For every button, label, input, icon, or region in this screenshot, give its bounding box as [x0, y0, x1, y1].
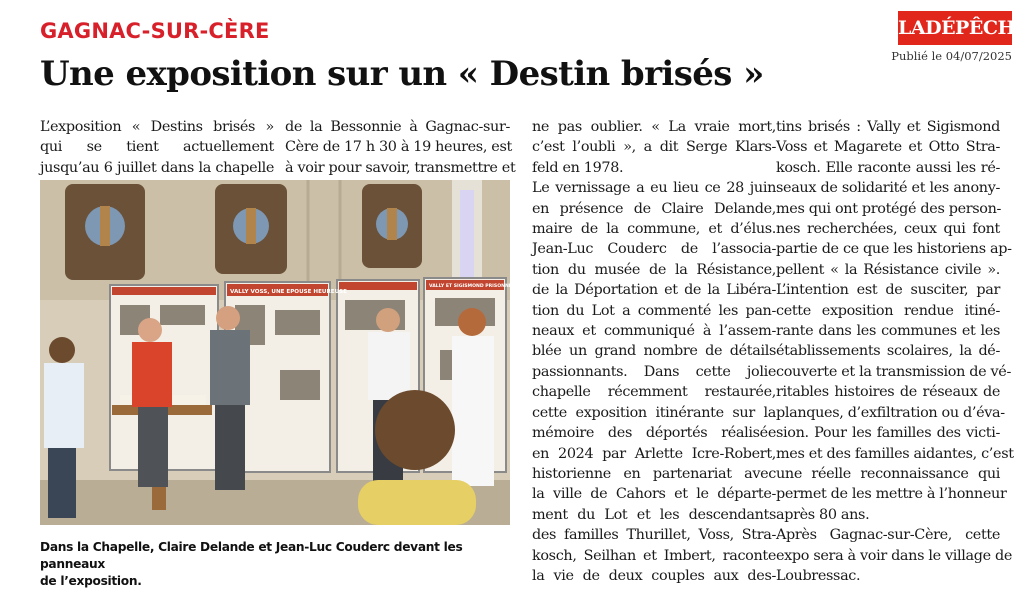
text-line: mémoire des déportés réalisée [532, 425, 776, 442]
text-line: nes recherchées, ceux qui font [776, 221, 1000, 238]
text-line: kosch, Seilhan et Imbert, raconte [532, 547, 776, 564]
text-line: à voir pour savoir, transmettre et [285, 159, 516, 176]
newspaper-logo[interactable]: LADÉPÊCHE [898, 11, 1012, 45]
text-line: passionnants. Dans cette jolie [532, 363, 776, 380]
text-line: Jean-Luc Couderc de l’associa- [532, 241, 776, 258]
text-line: la ville de Cahors et le départe- [532, 486, 776, 503]
caption-line: de l’exposition. [40, 574, 142, 588]
text-line: Voss et Magarete et Otto Stra- [776, 139, 1000, 156]
text-line: Le vernissage a eu lieu ce 28 juin [532, 180, 776, 197]
exhibition-photo [40, 180, 558, 525]
text-line: feld en 1978. [532, 159, 624, 176]
text-line: en présence de Claire Delande, [532, 200, 776, 217]
text-line: la vie de deux couples aux des- [532, 567, 776, 584]
text-line: ne pas oublier. « La vraie mort, [532, 119, 776, 135]
text-line: maire de la commune, et d’élus. [532, 221, 776, 238]
text-line: ment du Lot et les descendants [532, 506, 776, 523]
text-line: partie de ce que les historiens ap- [776, 241, 1012, 258]
text-line: Loubressac. [776, 567, 861, 584]
text-line: expo sera à voir dans le village de [776, 547, 1013, 564]
text-line: L’intention est de susciter, par [776, 282, 1000, 299]
publication-date: Publié le 04/07/2025 [891, 49, 1012, 63]
text-column-3 [532, 117, 776, 586]
text-line: planques, d’exfiltration ou d’éva- [776, 404, 1005, 421]
text-column-4 [776, 117, 1014, 586]
text-line: de la Déportation et de la Libéra- [532, 282, 776, 299]
text-line: blée un grand nombre de détails [532, 343, 776, 360]
text-line: rante dans les communes et les [776, 323, 1000, 340]
section-kicker: GAGNAC-SUR-CÈRE [40, 19, 270, 43]
text-line: couverte et la transmission de vé- [776, 363, 1011, 380]
text-column-1 [40, 117, 274, 178]
text-line: Après Gagnac-sur-Cère, cette [776, 527, 1000, 544]
text-line: sion. Pour les familles des victi- [776, 425, 1000, 442]
text-line: L’exposition « Destins brisés » [40, 119, 274, 135]
text-line: de la Bessonnie à Gagnac-sur- [285, 119, 510, 135]
text-line: kosch. Elle raconte aussi les ré- [776, 159, 1000, 176]
text-line: pellent « la Résistance civile ». [776, 261, 1000, 278]
text-line: tins brisés : Vally et Sigismond [776, 119, 1000, 135]
photo-caption [40, 539, 518, 590]
text-line: qui se tient actuellement [40, 139, 274, 156]
text-line: en 2024 par Arlette Icre-Robert, [532, 445, 776, 462]
text-line: mes et des familles aidantes, c’est [776, 445, 1014, 462]
text-line: jusqu’au 6 juillet dans la chapelle [40, 159, 274, 176]
text-line: chapelle récemment restaurée, [532, 384, 776, 401]
text-column-2 [285, 117, 516, 178]
text-line: Cère de 17 h 30 à 19 heures, est [285, 139, 512, 156]
text-line: ritables histoires de réseaux de [776, 384, 1000, 401]
text-line: seaux de solidarité et les anony- [776, 180, 1000, 197]
text-line: tion du Lot a commenté les pan- [532, 302, 776, 319]
text-line: cette exposition rendue itiné- [776, 302, 1000, 319]
text-line: cette exposition itinérante sur la [532, 404, 776, 421]
text-line: une réelle reconnaissance qui [776, 465, 1000, 482]
text-line: tion du musée de la Résistance, [532, 261, 776, 278]
caption-line: Dans la Chapelle, Claire Delande et Jean-Luc Couderc devant les panneaux [40, 540, 463, 571]
text-line: historienne en partenariat avec [532, 465, 776, 482]
text-line: après 80 ans. [776, 506, 870, 523]
article-headline: Une exposition sur un « Destin brisés » [40, 54, 764, 94]
text-line: neaux et communiqué à l’assem- [532, 323, 776, 340]
panel-title: VALLY ET SIGISMOND PRISONNIERS À LA GAGNAC [429, 284, 558, 289]
text-line: des familles Thurillet, Voss, Stra- [532, 527, 776, 544]
text-line: mes qui ont protégé des person- [776, 200, 1002, 217]
text-line: permet de les mettre à l’honneur [776, 486, 1007, 503]
text-line: c’est l’oubli », a dit Serge Klars- [532, 139, 776, 156]
text-line: établissements scolaires, la dé- [776, 343, 1000, 360]
panel-title: VALLY VOSS, UNE EPOUSE HEUREUSE [230, 289, 347, 295]
